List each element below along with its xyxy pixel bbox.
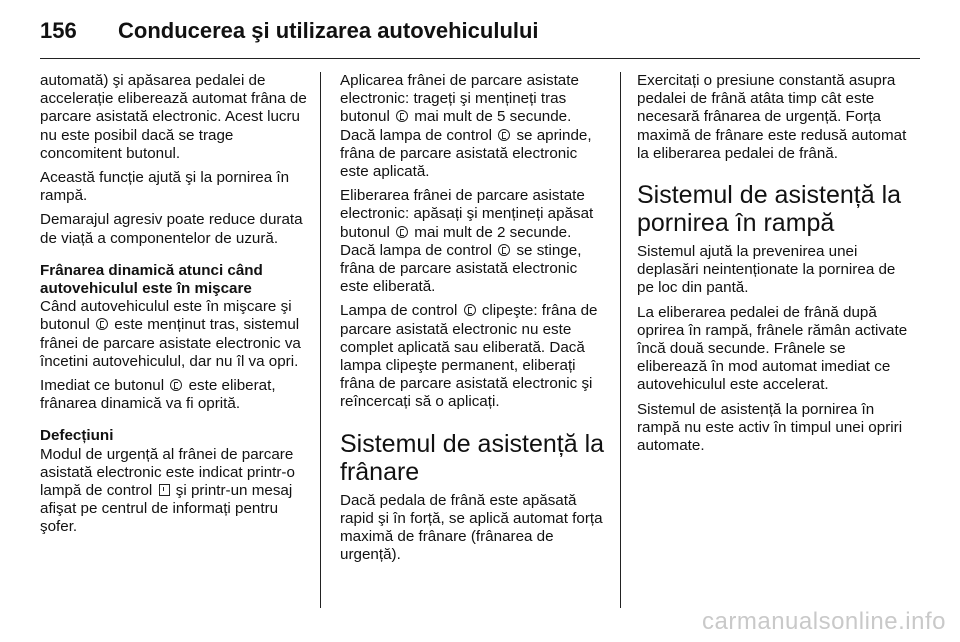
section-heading-hill-start-assist: Sistemul de asistență la pornirea în rampă	[637, 181, 902, 238]
text-span: mai mult de 2 secunde. Dacă lampa de control	[340, 223, 572, 259]
paragraph: Demarajul agresiv poate reduce durata de viață a componentelor de uzură.	[40, 211, 303, 247]
parking-brake-icon	[170, 379, 182, 391]
paragraph: Sistemul de asistență la pornirea în rampă nu este activ în timpul unei opriri automate.	[637, 400, 903, 455]
column-divider-1	[320, 72, 321, 608]
paragraph	[340, 302, 608, 411]
column-1	[40, 72, 312, 543]
text-span: şi printr-un mesaj afişat pe centrul de informați pentru şofer.	[40, 482, 293, 536]
brake-warning-icon	[159, 484, 170, 496]
page-number: 156	[40, 18, 77, 43]
column-2	[340, 72, 608, 570]
text-span: Modul de urgență al frânei de parcare asistată electronic este indicat printr-o lampă de control	[40, 445, 295, 500]
text-span: mai mult de 5 secunde. Dacă lampa de control	[340, 108, 572, 144]
parking-brake-icon	[498, 244, 510, 256]
text-span: Lampa de control	[340, 302, 458, 320]
text-span: clipeşte: frâna de parcare asistată electronic nu este complet aplicată sau eliberată. Dacă lampa clipeşte permanent, eliberați frâna de parcare asistată electronic şi reîncercați să o aplicați.	[340, 302, 598, 411]
paragraph: Exercitați o presiune constantă asupra pedalei de frână atâta timp cât este necesară frânarea de urgență. Forța maximă de frânare este redusă automat la eliberarea pedalei de frână.	[637, 72, 907, 162]
parking-brake-icon	[96, 318, 108, 330]
page-header	[40, 12, 920, 50]
text-span: Când autovehiculul este în mişcare şi butonul	[40, 298, 292, 334]
text-span: este eliberat, frânarea dinamică va fi oprită.	[40, 377, 276, 413]
text-span: este menținut tras, sistemul frânei de parcare asistate electronic va încetini autovehiculul, dar nu îl va opri.	[40, 316, 301, 370]
paragraph: Această funcție ajută şi la pornirea în rampă.	[40, 169, 290, 205]
parking-brake-icon	[464, 304, 476, 316]
paragraph	[340, 187, 608, 296]
subheading-dynamic-braking: Frânarea dinamică atunci când autovehiculul este în mişcare	[40, 261, 263, 298]
text-span: se stinge, frâna de parcare asistată electronic este eliberată.	[340, 241, 582, 296]
header-divider	[40, 58, 920, 59]
section-heading-brake-assist: Sistemul de asistență la frânare	[340, 429, 605, 486]
paragraph	[40, 446, 312, 537]
text-span: Aplicarea frânei de parcare asistate electronic: trageți şi mențineți tras butonul	[340, 72, 579, 126]
paragraph: Dacă pedala de frână este apăsată rapid şi în forță, se aplică automat forța maximă de frânare (frânarea de urgență).	[340, 491, 603, 564]
column-divider-2	[620, 72, 621, 608]
text-span: se aprinde, frâna de parcare asistată electronic este aplicată.	[340, 126, 592, 181]
page-title: Conducerea şi utilizarea autovehiculului	[118, 18, 539, 43]
paragraph	[40, 377, 312, 413]
parking-brake-icon	[396, 226, 408, 238]
paragraph	[40, 298, 312, 371]
parking-brake-icon	[498, 129, 510, 141]
parking-brake-icon	[396, 110, 408, 122]
paragraph: Sistemul ajută la prevenirea unei deplasări neintenționate la pornirea de pe loc din pantă.	[637, 243, 896, 297]
watermark: carmanualsonline.info	[702, 608, 946, 635]
text-span: Imediat ce butonul	[40, 377, 165, 395]
paragraph: automată) şi apăsarea pedalei de accelerație eliberează automat frâna de parcare asistată electronic. Acest lucru nu este posibil dacă se trage concomitent butonul.	[40, 72, 307, 162]
paragraph	[340, 72, 608, 181]
subheading-faults: Defecțiuni	[40, 427, 114, 445]
column-3	[637, 72, 915, 461]
text-span: Eliberarea frânei de parcare asistate electronic: apăsați şi mențineți apăsat butonul	[340, 187, 594, 241]
paragraph: La eliberarea pedalei de frână după oprirea în rampă, frânele rămân activate încă două secunde. Frânele se eliberează în mod automat imediat ce autovehiculul este accelerat.	[637, 303, 908, 394]
